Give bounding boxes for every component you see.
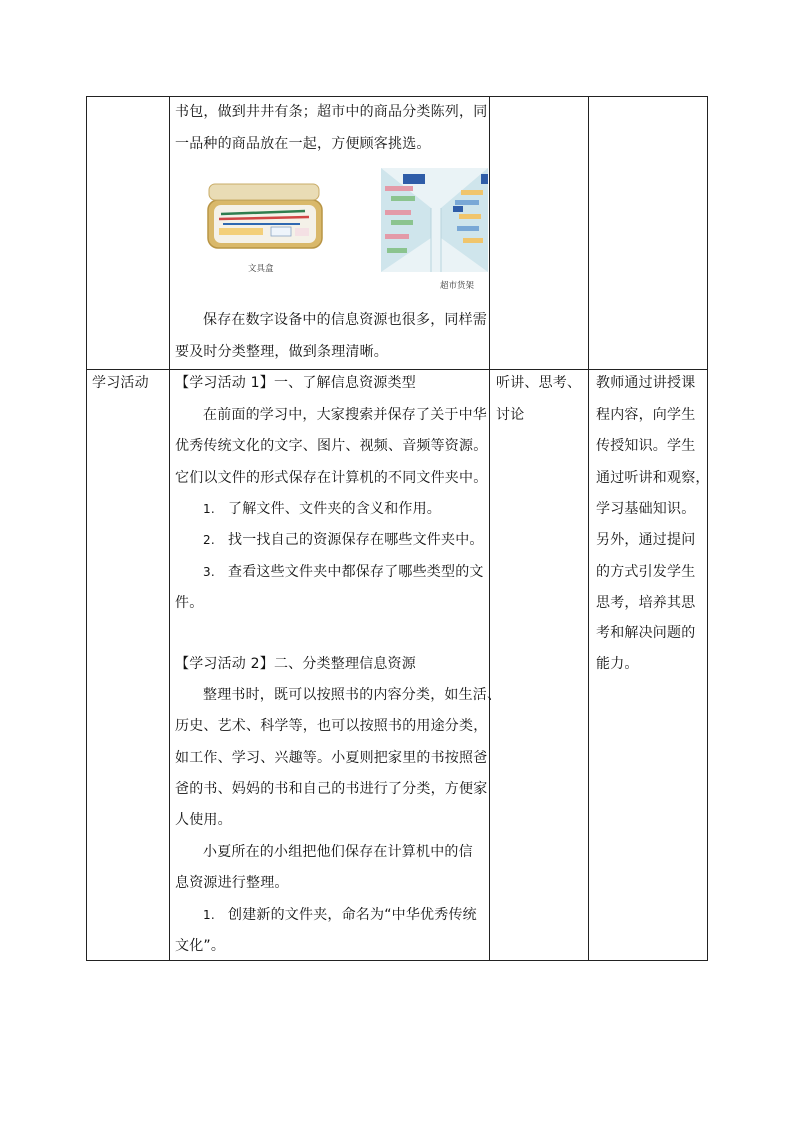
design-intent-line: 程内容，向学生 [596, 407, 696, 423]
content-line: 文化”。 [175, 938, 226, 954]
list-item: 创建新的文件夹，命名为“中华优秀传统 [228, 907, 477, 923]
design-intent-line: 通过听讲和观察， [596, 470, 710, 486]
content-line: 整理书时，既可以按照书的内容分类，如生活、 [203, 687, 502, 703]
content-line: 件。 [175, 595, 204, 611]
column-divider [489, 97, 490, 960]
design-intent-line: 传授知识。学生 [596, 438, 696, 454]
content-line: 爸的书、妈妈的书和自己的书进行了分类，方便家 [175, 781, 488, 797]
column-divider [169, 97, 170, 960]
design-intent-line: 能力。 [596, 656, 639, 672]
supermarket-shelf-image [381, 168, 488, 272]
student-activity-line: 听讲、思考、 [496, 375, 582, 391]
list-number: 2. [203, 533, 215, 547]
design-intent-line: 考和解决问题的 [596, 625, 696, 641]
activity-title: 【学习活动 1】一、了解信息资源类型 [175, 375, 416, 391]
content-line: 优秀传统文化的文字、图片、视频、音频等资源。 [175, 438, 488, 454]
design-intent-line: 的方式引发学生 [596, 564, 696, 580]
content-line: 要及时分类整理，做到条理清晰。 [175, 344, 388, 360]
design-intent-line: 教师通过讲授课 [596, 375, 696, 391]
design-intent-line: 另外，通过提问 [596, 532, 696, 548]
column-divider [588, 97, 589, 960]
stationery-box-image [205, 180, 325, 255]
content-line: 在前面的学习中，大家搜索并保存了关于中华 [203, 407, 487, 423]
list-item: 了解文件、文件夹的含义和作用。 [228, 501, 441, 517]
content-line: 小夏所在的小组把他们保存在计算机中的信 [203, 844, 473, 860]
list-item: 找一找自己的资源保存在哪些文件夹中。 [228, 532, 484, 548]
content-line: 如工作、学习、兴趣等。小夏则把家里的书按照爸 [175, 750, 488, 766]
content-line: 它们以文件的形式保存在计算机的不同文件夹中。 [175, 470, 488, 486]
list-number: 1. [203, 908, 215, 922]
design-intent-line: 思考，培养其思 [596, 595, 696, 611]
image-caption: 文具盒 [248, 264, 274, 274]
list-number: 1. [203, 502, 215, 516]
list-number: 3. [203, 565, 215, 579]
content-line: 息资源进行整理。 [175, 875, 289, 891]
student-activity-line: 讨论 [496, 407, 525, 423]
image-caption: 超市货架 [440, 281, 475, 291]
content-line: 书包，做到井井有条；超市中的商品分类陈列，同 [175, 104, 488, 120]
content-line: 人使用。 [175, 812, 232, 828]
activity-title: 【学习活动 2】二、分类整理信息资源 [175, 656, 416, 672]
design-intent-line: 学习基础知识。 [596, 501, 696, 517]
content-line: 保存在数字设备中的信息资源也很多，同样需 [203, 312, 487, 328]
list-item: 查看这些文件夹中都保存了哪些类型的文 [228, 564, 484, 580]
content-line: 一品种的商品放在一起，方便顾客挑选。 [175, 136, 431, 152]
stage-label: 学习活动 [92, 375, 149, 391]
content-line: 历史、艺术、科学等，也可以按照书的用途分类， [175, 718, 488, 734]
